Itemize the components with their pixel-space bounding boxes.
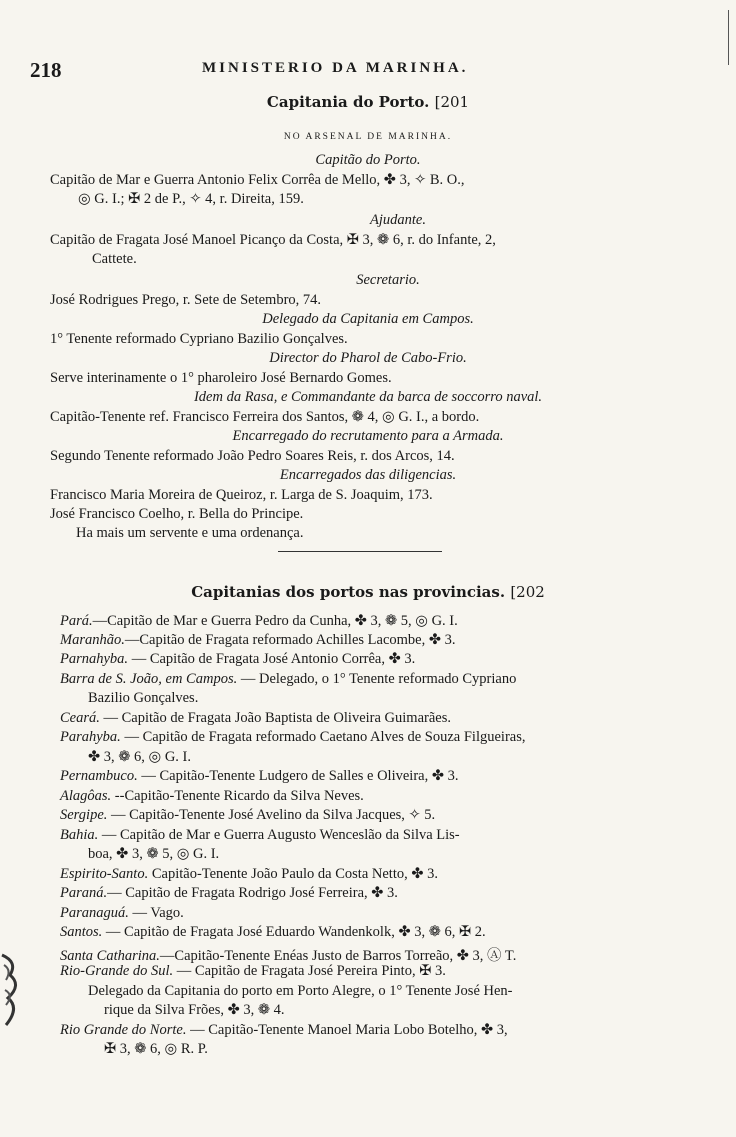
entry-line: Capitão-Tenente ref. Francisco Ferreira dos Santos, ❁ 4, ◎ G. I., a bordo. xyxy=(50,409,480,425)
province-detail: — Capitão de Fragata João Baptista de Oliveira Guimarães. xyxy=(99,710,451,726)
margin-mark xyxy=(728,10,729,65)
province-name: Espirito-Santo. xyxy=(60,866,149,882)
heading-capitao: Capitão do Porto. xyxy=(315,152,421,168)
province-entry xyxy=(60,613,458,630)
section-201-title-text: Capitania do Porto. xyxy=(266,93,430,111)
province-name: Paraná. xyxy=(60,885,108,901)
province-detail: — Delegado, o 1° Tenente reformado Cypriano xyxy=(237,671,517,687)
entry-line: Francisco Maria Moreira de Queiroz, r. Larga de S. Joaquim, 173. xyxy=(50,487,433,503)
province-detail: — Capitão-Tenente Manoel Maria Lobo Botelho, ✤ 3, xyxy=(186,1022,508,1038)
section-divider xyxy=(278,551,442,552)
section-202-number: [202 xyxy=(510,583,545,601)
province-detail: — Vago. xyxy=(128,905,184,921)
province-entry xyxy=(88,983,513,1000)
province-detail: rique da Silva Frões, ✤ 3, ❁ 4. xyxy=(104,1002,285,1018)
entry-line: Capitão de Mar e Guerra Antonio Felix Corrêa de Mello, ✤ 3, ✧ B. O., xyxy=(50,172,465,188)
province-name: Barra de S. João, em Campos. xyxy=(60,671,238,687)
province-detail: Bazilio Gonçalves. xyxy=(88,690,199,706)
entry-line: José Rodrigues Prego, r. Sete de Setembro, 74. xyxy=(50,292,322,308)
page-number: 218 xyxy=(30,58,62,82)
province-detail: Delegado da Capitania do porto em Porto Alegre, o 1° Tenente José Hen- xyxy=(88,983,513,999)
heading-recrutamento: Encarregado do recrutamento para a Armada. xyxy=(232,428,504,444)
province-name: Ceará. xyxy=(60,710,100,726)
province-detail: — Capitão de Mar e Guerra Augusto Wenceslão da Silva Lis- xyxy=(98,827,460,843)
heading-diligencias: Encarregados das diligencias. xyxy=(279,467,457,483)
province-entry xyxy=(60,866,438,883)
province-name: Alagôas. xyxy=(60,788,112,804)
entry-line: José Francisco Coelho, r. Bella do Principe. xyxy=(50,506,304,522)
heading-delegado: Delegado da Capitania em Campos. xyxy=(262,311,474,327)
province-detail: —Capitão de Mar e Guerra Pedro da Cunha, ✤ 3, ❁ 5, ◎ G. I. xyxy=(92,613,458,629)
page-edge-ornament-icon xyxy=(0,950,26,1030)
entry-line: Cattete. xyxy=(92,251,137,267)
province-name: Sergipe. xyxy=(60,807,108,823)
province-entry xyxy=(60,963,446,980)
province-entry xyxy=(60,671,516,688)
province-detail: ✠ 3, ❁ 6, ◎ R. P. xyxy=(104,1041,208,1057)
province-entry xyxy=(60,1022,508,1039)
province-entry xyxy=(104,1002,285,1019)
province-entry xyxy=(60,944,516,965)
province-name: Pará. xyxy=(60,613,93,629)
province-detail: — Capitão-Tenente José Avelino da Silva Jacques, ✧ 5. xyxy=(107,807,436,823)
section-201-number: [201 xyxy=(434,93,470,111)
province-detail: — Capitão de Fragata Rodrigo José Ferreira, ✤ 3. xyxy=(107,885,398,901)
province-detail: —Capitão de Fragata reformado Achilles Lacombe, ✤ 3. xyxy=(124,632,456,648)
province-entry xyxy=(60,905,184,922)
province-name: Parnahyba. xyxy=(60,651,129,667)
section-202-title-text: Capitanias dos portos nas provincias. xyxy=(191,583,506,601)
province-entry xyxy=(60,885,398,902)
entry-line: 1° Tenente reformado Cypriano Bazilio Gonçalves. xyxy=(50,331,348,347)
heading-idem: Idem da Rasa, e Commandante da barca de soccorro naval. xyxy=(193,389,543,405)
province-entry xyxy=(60,632,456,649)
province-entry xyxy=(88,846,219,863)
province-name: Maranhão. xyxy=(60,632,125,648)
province-detail: —Capitão-Tenente Enéas Justo de Barros Torreão, ✤ 3, Ⓐ T. xyxy=(159,948,517,964)
province-name: Santos. xyxy=(60,924,103,940)
province-detail: — Capitão de Fragata José Eduardo Wandenkolk, ✤ 3, ❁ 6, ✠ 2. xyxy=(102,924,486,940)
province-entry xyxy=(60,651,415,668)
heading-secretario: Secretario. xyxy=(356,272,420,288)
province-name: Rio Grande do Norte. xyxy=(60,1022,187,1038)
province-entry xyxy=(88,690,198,707)
province-name: Bahia. xyxy=(60,827,99,843)
running-title: MINISTERIO DA MARINHA. xyxy=(202,60,469,76)
province-entry xyxy=(60,768,459,785)
province-detail: boa, ✤ 3, ❁ 5, ◎ G. I. xyxy=(88,846,220,862)
section-201-title xyxy=(0,93,736,111)
province-name: Santa Catharina. xyxy=(60,948,160,964)
province-name: Rio-Grande do Sul. xyxy=(60,963,174,979)
province-detail: --Capitão-Tenente Ricardo da Silva Neves. xyxy=(111,788,364,804)
province-entry xyxy=(60,788,364,805)
entry-line: ◎ G. I.; ✠ 2 de P., ✧ 4, r. Direita, 159. xyxy=(78,191,304,207)
province-detail: — Capitão-Tenente Ludgero de Salles e Oliveira, ✤ 3. xyxy=(137,768,459,784)
province-detail: — Capitão de Fragata José Antonio Corrêa, ✤ 3. xyxy=(128,651,416,667)
province-entry xyxy=(60,924,486,941)
entry-line: Ha mais um servente e uma ordenança. xyxy=(76,525,304,541)
heading-director: Director do Pharol de Cabo-Frio. xyxy=(269,350,467,366)
section-201-subtitle: NO ARSENAL DE MARINHA. xyxy=(283,132,453,142)
province-entry xyxy=(60,729,526,746)
heading-ajudante: Ajudante. xyxy=(370,212,426,228)
province-entry xyxy=(60,807,435,824)
province-detail: ✤ 3, ❁ 6, ◎ G. I. xyxy=(88,749,192,765)
province-entry xyxy=(88,749,191,766)
province-detail: — Capitão de Fragata reformado Caetano Alves de Souza Filgueiras, xyxy=(120,729,526,745)
entry-line: Capitão de Fragata José Manoel Picanço da Costa, ✠ 3, ❁ 6, r. do Infante, 2, xyxy=(50,232,496,248)
section-202-title xyxy=(0,583,736,601)
province-name: Pernambuco. xyxy=(60,768,138,784)
entry-line: Serve interinamente o 1° pharoleiro José Bernardo Gomes. xyxy=(50,370,392,386)
province-entry xyxy=(60,710,451,727)
province-detail: — Capitão de Fragata José Pereira Pinto, ✠ 3. xyxy=(173,963,446,979)
province-entry xyxy=(60,827,460,844)
province-name: Parahyba. xyxy=(60,729,121,745)
province-entry xyxy=(104,1041,208,1058)
entry-line: Segundo Tenente reformado João Pedro Soares Reis, r. dos Arcos, 14. xyxy=(50,448,455,464)
province-detail: Capitão-Tenente João Paulo da Costa Netto, ✤ 3. xyxy=(148,866,439,882)
province-name: Paranaguá. xyxy=(60,905,129,921)
